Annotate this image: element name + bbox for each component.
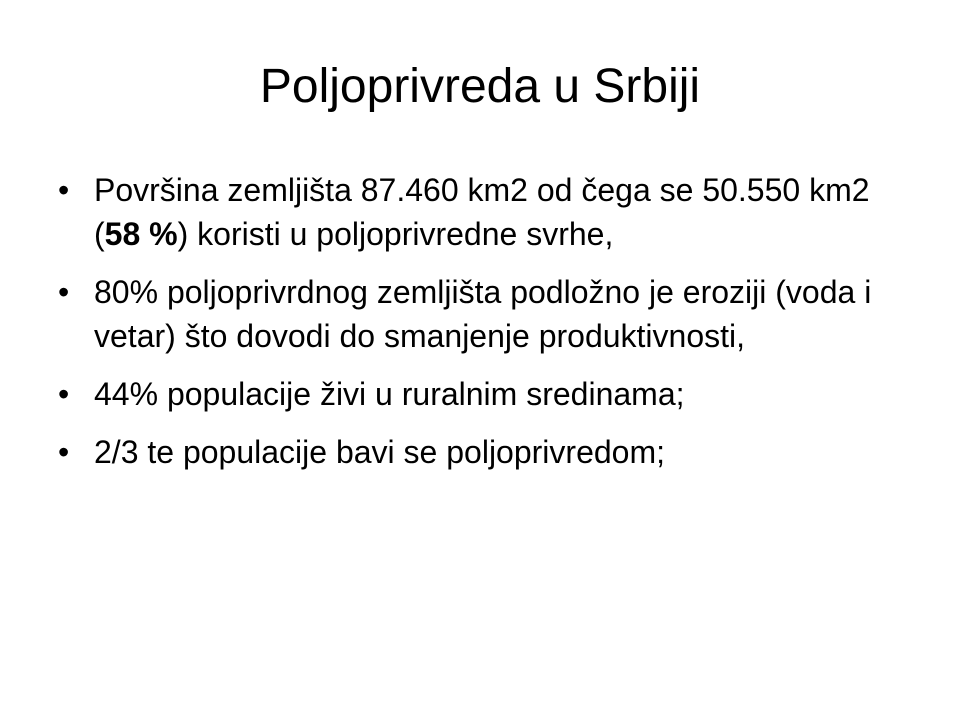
bullet-item-agriculture-share bbox=[56, 430, 916, 474]
bullet-text: 80% poljoprivrdnog zemljišta podložno je eroziji (voda i vetar) što dovodi do smanjenje produktivnosti, bbox=[94, 274, 872, 354]
bullet-emphasis: 58 % bbox=[104, 216, 178, 252]
bullet-text: 44% populacije živi u ruralnim sredinama; bbox=[94, 376, 685, 412]
bullet-text: 2/3 te populacije bavi se poljoprivredom; bbox=[94, 434, 665, 470]
bullet-item-land-area bbox=[56, 168, 916, 256]
bullet-marker: • bbox=[58, 376, 70, 412]
bullet-list bbox=[56, 168, 916, 488]
slide-title: Poljoprivreda u Srbiji bbox=[259, 60, 701, 113]
bullet-item-rural-population bbox=[56, 372, 916, 416]
bullet-marker: • bbox=[58, 172, 70, 208]
bullet-marker: • bbox=[58, 274, 70, 310]
bullet-text-part: Površina zemljišta 87.460 km2 od čega se 50.550 km2 ( bbox=[94, 172, 870, 252]
bullet-marker: • bbox=[58, 434, 70, 470]
bullet-text-part: ) koristi u poljoprivredne svrhe, bbox=[177, 216, 614, 252]
bullet-item-erosion bbox=[56, 270, 916, 358]
